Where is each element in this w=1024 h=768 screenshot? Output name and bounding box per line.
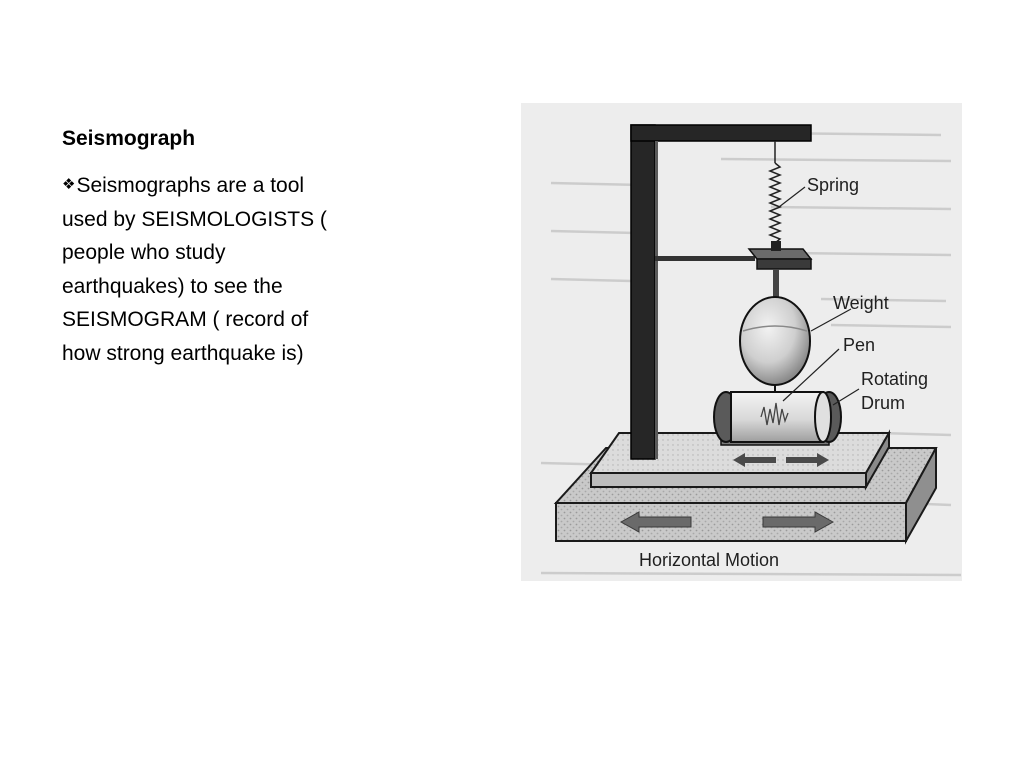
weight-sphere [740, 297, 810, 385]
rotating-drum [714, 392, 841, 445]
label-weight: Weight [833, 293, 889, 313]
bullet-line-6: how strong earthquake is) [62, 341, 304, 365]
bullet-line-1-text: Seismographs are a tool [76, 174, 305, 197]
bullet-line-4: earthquakes) to see the [62, 274, 283, 298]
label-drum: Drum [861, 393, 905, 413]
label-spring: Spring [807, 175, 860, 195]
diamond-bullet-icon: ❖ [62, 176, 76, 193]
bullet-line-2: used by SEISMOLOGISTS ( [62, 207, 327, 231]
bullet-line-3: people who study [62, 241, 226, 264]
slide-title: Seismograph [62, 127, 196, 150]
horizontal-rod [655, 256, 755, 261]
bullet-line-5: SEISMOGRAM ( record of [62, 308, 309, 331]
bullet-line-1 [62, 168, 392, 203]
seismograph-diagram [521, 103, 962, 581]
bullet-text [62, 168, 392, 370]
label-pen: Pen [843, 335, 876, 355]
label-rotating: Rotating [861, 369, 929, 389]
label-horizontal-motion: Horizontal Motion [639, 550, 780, 570]
